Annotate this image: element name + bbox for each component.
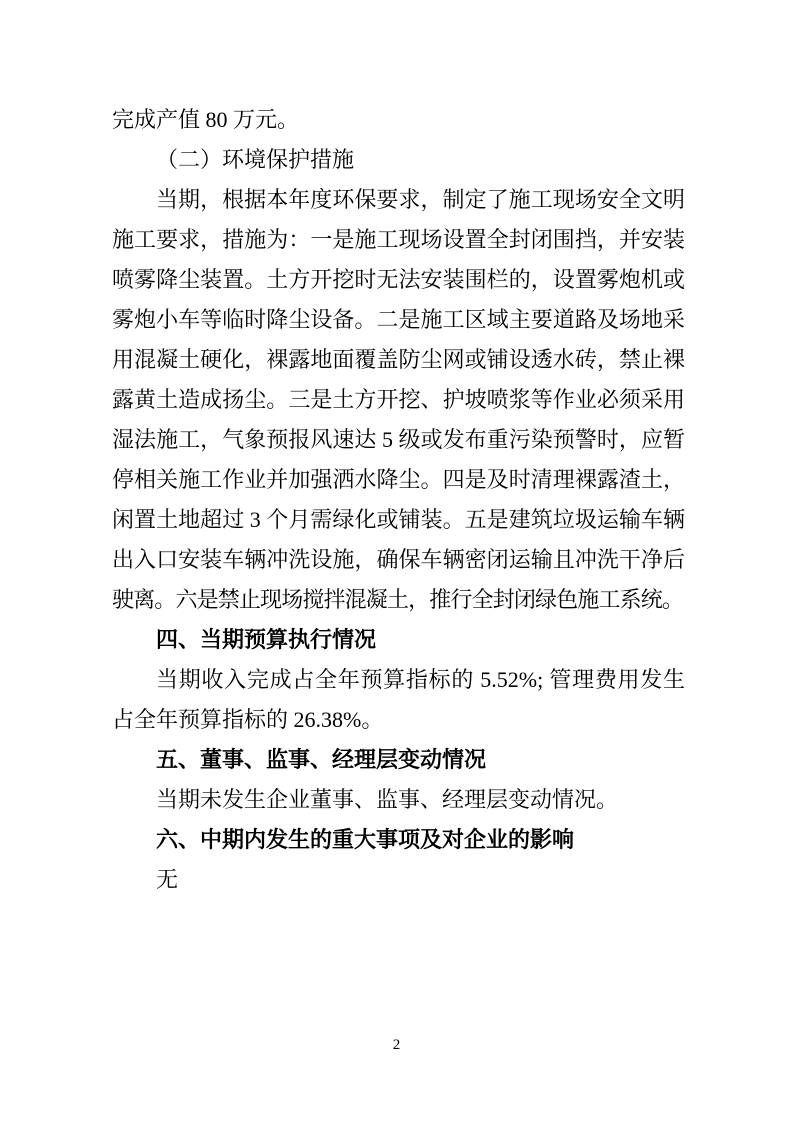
paragraph-line: 当期收入完成占全年预算指标的 5.52%; 管理费用发生 [156, 667, 685, 692]
paragraph-line: 湿法施工，气象预报风速达 5 级或发布重污染预警时，应暂 [112, 427, 685, 452]
section-heading-5: 五、董事、监事、经理层变动情况 [156, 747, 487, 772]
paragraph-line: 停相关施工作业并加强洒水降尘。四是及时清理裸露渣土， [112, 467, 685, 492]
paragraph-line: 占全年预算指标的 26.38%。 [112, 707, 384, 732]
document-body [112, 100, 685, 900]
subsection-heading: （二）环境保护措施 [156, 147, 355, 172]
paragraph-line: 闲置土地超过 3 个月需绿化或铺装。五是建筑垃圾运输车辆 [112, 507, 685, 532]
paragraph-continued-line: 完成产值 80 万元。 [112, 107, 300, 132]
paragraph-line: 用混凝土硬化，裸露地面覆盖防尘网或铺设透水砖，禁止裸 [112, 347, 685, 372]
section-heading-4: 四、当期预算执行情况 [156, 627, 377, 652]
paragraph-line: 当期，根据本年度环保要求，制定了施工现场安全文明 [156, 187, 685, 212]
paragraph-line: 驶离。六是禁止现场搅拌混凝土，推行全封闭绿色施工系统。 [112, 587, 684, 612]
paragraph-line: 出入口安装车辆冲洗设施，确保车辆密闭运输且冲洗干净后 [112, 547, 685, 572]
paragraph-line: 当期未发生企业董事、监事、经理层变动情况。 [156, 787, 619, 812]
paragraph-line: 雾炮小车等临时降尘设备。二是施工区域主要道路及场地采 [112, 307, 685, 332]
section-heading-6: 六、中期内发生的重大事项及对企业的影响 [156, 827, 575, 852]
paragraph-line: 喷雾降尘装置。土方开挖时无法安装围栏的，设置雾炮机或 [112, 267, 685, 292]
paragraph-line: 施工要求，措施为：一是施工现场设置全封闭围挡，并安装 [112, 227, 685, 252]
paragraph-line: 露黄土造成扬尘。三是土方开挖、护坡喷浆等作业必须采用 [112, 387, 685, 412]
page-number: 2 [392, 1037, 401, 1053]
paragraph-line: 无 [156, 867, 179, 892]
